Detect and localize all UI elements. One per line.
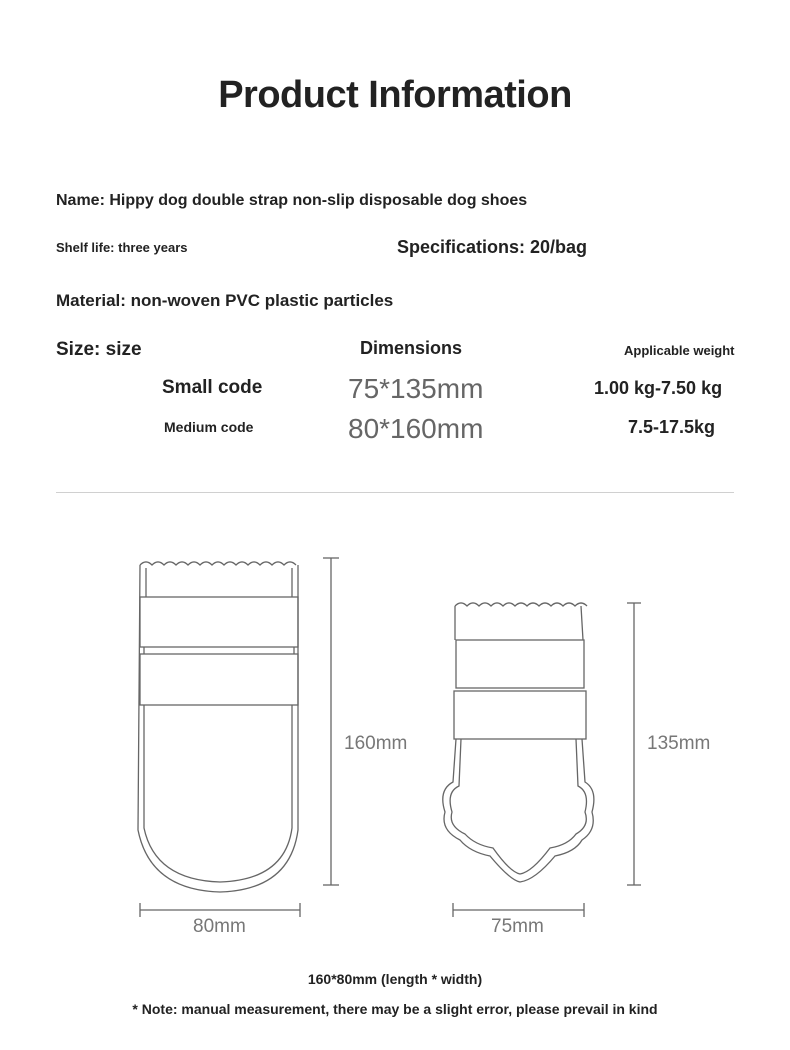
medium-height-label: 160mm bbox=[344, 733, 408, 754]
size-weight-small: 1.00 kg-7.50 kg bbox=[594, 378, 723, 398]
medium-height-dimension-line bbox=[323, 558, 339, 885]
small-width-dimension-line bbox=[453, 903, 584, 917]
medium-shoe-outline bbox=[138, 562, 298, 892]
small-shoe-outline bbox=[443, 603, 594, 882]
medium-width-dimension-line bbox=[140, 903, 300, 917]
size-dimensions-small: 75*135mm bbox=[348, 373, 484, 404]
page-title: Product Information bbox=[218, 74, 572, 116]
dimensions-header: Dimensions bbox=[360, 338, 463, 358]
specifications: Specifications: 20/bag bbox=[397, 237, 588, 257]
shelf-life: Shelf life: three years bbox=[56, 240, 188, 255]
size-dimensions-medium: 80*160mm bbox=[348, 413, 484, 444]
small-height-dimension-line bbox=[627, 603, 641, 885]
small-width-label: 75mm bbox=[491, 916, 544, 937]
size-code-small: Small code bbox=[162, 377, 263, 398]
small-height-label: 135mm bbox=[647, 733, 711, 754]
size-weight-medium: 7.5-17.5kg bbox=[628, 417, 716, 437]
size-code-medium: Medium code bbox=[164, 419, 254, 435]
size-label: Size: size bbox=[56, 339, 142, 360]
medium-width-label: 80mm bbox=[193, 916, 246, 937]
product-name: Name: Hippy dog double strap non-slip disposable dog shoes bbox=[56, 192, 528, 209]
material: Material: non-woven PVC plastic particles bbox=[56, 291, 394, 310]
measurement-note: * Note: manual measurement, there may be a slight error, please prevail in kind bbox=[132, 1001, 658, 1017]
weight-header: Applicable weight bbox=[624, 343, 735, 358]
dimension-note: 160*80mm (length * width) bbox=[307, 971, 483, 987]
